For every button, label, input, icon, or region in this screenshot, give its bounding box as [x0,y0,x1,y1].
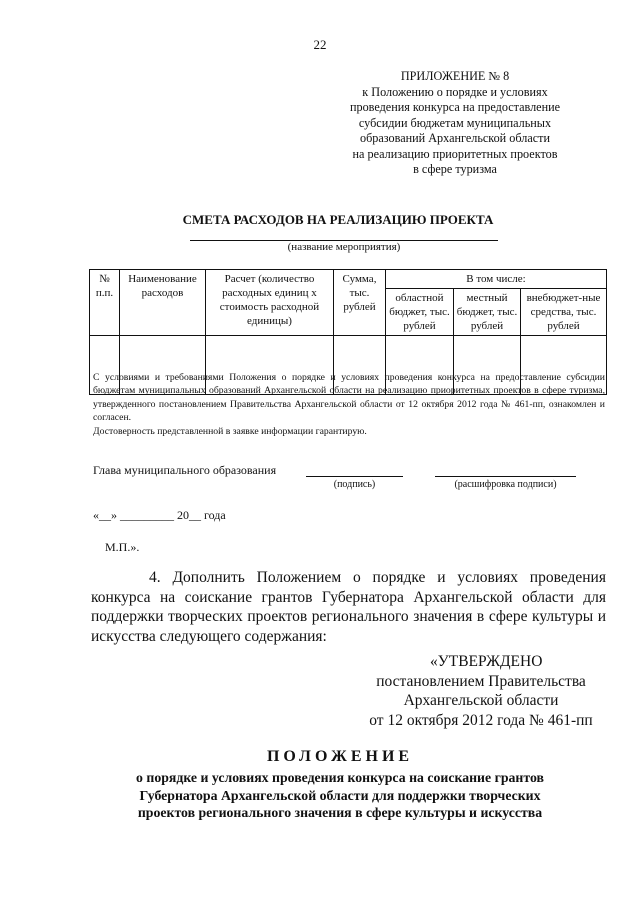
paragraph-4: 4. Дополнить Положением о порядке и условиях проведения конкурса на соискание грантов Губернатора Архангельской области для поддержки творческих проектов регионального значения в сфере культуры и искусства следующего содержания: [91,569,606,645]
signature-line [306,476,403,477]
header-calculation: Расчет (количество расходных единиц х стоимость расходной единицы) [206,270,334,336]
appendix-line: образований Архангельской области [359,131,550,145]
subtitle-line: о порядке и условиях проведения конкурса на соискание грантов [136,770,544,785]
header-name: Наименование расходов [120,270,206,336]
header-extrabudgetary: внебюджет-ные средства, тыс. рублей [521,289,607,336]
header-regional-budget: областной бюджет, тыс. рублей [386,289,454,336]
approval-line: «УТВЕРЖДЕНО [430,653,543,670]
subtitle-line: проектов регионального значения в сфере культуры и искусства [137,805,543,820]
smeta-title: СМЕТА РАСХОДОВ НА РЕАЛИЗАЦИЮ ПРОЕКТА [182,212,494,227]
approval-line: постановлением Правительства [376,672,586,690]
signatory-label: Глава муниципального образования [93,463,277,477]
appendix-line: на реализацию приоритетных проектов [352,146,558,161]
approval-line: от 12 октября 2012 года № 461-пп [369,711,593,729]
appendix-header [335,69,575,178]
appendix-line: ПРИЛОЖЕНИЕ № 8 [400,69,510,83]
signature-decode-caption: (расшифровка подписи) [454,479,557,490]
approval-line: Архангельской области [403,692,559,709]
header-local-budget: местный бюджет, тыс. рублей [454,289,521,336]
appendix-line: к Положению о порядке и условиях [362,84,548,99]
header-num: № п.п. [90,270,120,336]
signature-decode-line [435,476,576,477]
appendix-line: субсидии бюджетам муниципальных [358,115,552,130]
conditions-text: С условиями и требованиями Положения о порядке и условиях проведения конкурса на предоставление субсидии бюджетам муниципальных образований Архангельской области на реализацию приоритетных проектов в сфере туризма, утвержденного постановлением Правительства Архангельской области от 12 октября 2012 года № 461-пп, ознакомлен и согласен. [93,372,605,424]
stamp-place: М.П.». [105,540,140,554]
polozhenie-subtitle [100,769,580,822]
guarantee-text: Достоверность представленной в заявке информации гарантирую. [93,425,367,437]
appendix-line: в сфере туризма [413,162,497,176]
signature-caption: (подпись) [333,479,376,490]
subtitle-line: Губернатора Архангельской области для поддержки творческих [139,787,541,803]
event-name-caption: (название мероприятия) [287,241,401,253]
date-line: «__» _________ 20__ года [93,508,226,522]
header-sum: Сумма, тыс. рублей [334,270,386,336]
header-including: В том числе: [386,270,607,289]
polozhenie-title: ПОЛОЖЕНИЕ [266,748,414,765]
appendix-line: проведения конкурса на предоставление [349,100,561,114]
approval-stamp [360,652,602,730]
page-number: 22 [313,37,327,52]
conditions-statement [93,371,605,438]
